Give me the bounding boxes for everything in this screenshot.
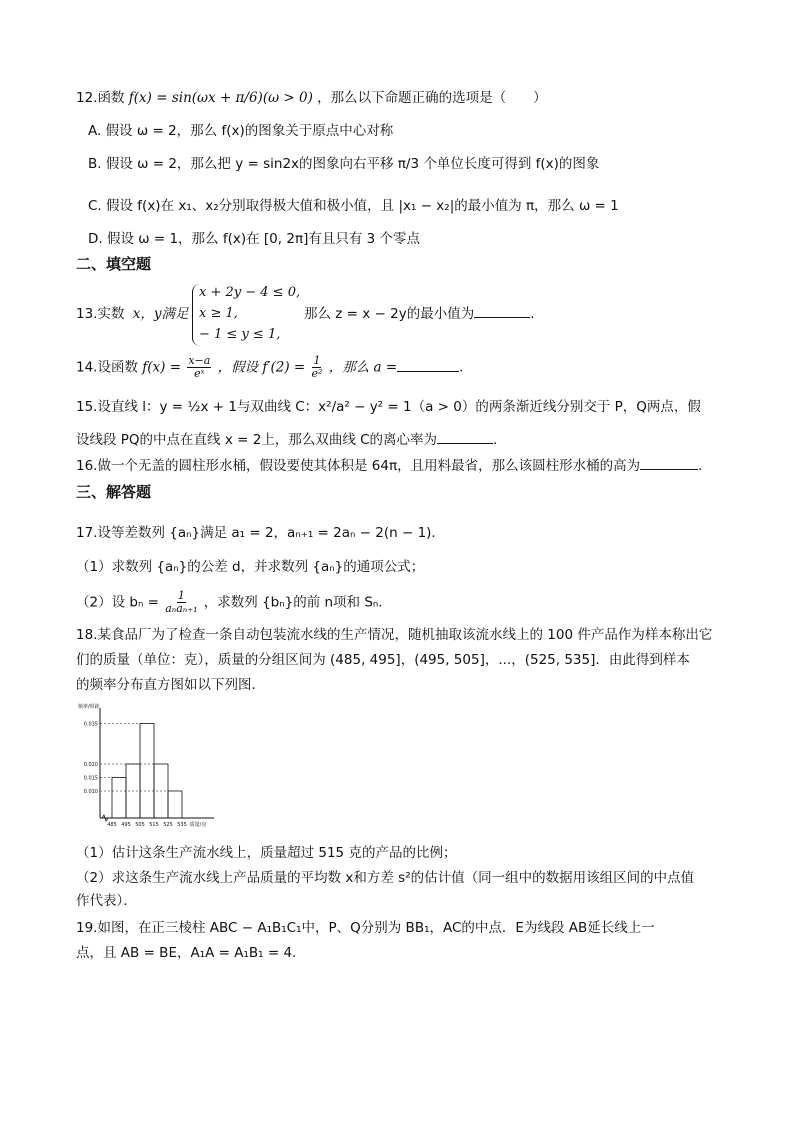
- q13-system: [199, 282, 300, 345]
- q16-line: [76, 456, 702, 476]
- q13-suffix: 那么 z = x − 2y的最小值为: [304, 306, 475, 322]
- q12-option-c: C. 假设 f(x)在 x₁、x₂分别取得极大值和极小值，且 |x₁ − x₂|的最小值为 π，那么 ω = 1: [88, 198, 619, 214]
- q17-fraction: [165, 590, 197, 615]
- y-axis-label: 频率/组距: [78, 704, 100, 710]
- histogram-bar-2: [140, 724, 154, 819]
- x-tick-label-5: 535: [177, 822, 187, 828]
- q18-part2-a: （2）求这条生产流水线上产品质量的平均数 x和方差 s²的估计值（同一组中的数据用该组区间的中点值: [76, 870, 695, 886]
- y-tick-label-3: 0.035: [83, 721, 98, 728]
- q15-end: .: [493, 432, 498, 448]
- q12-option-b: B. 假设 ω = 2，那么把 y = sin2x的图象向右平移 π/3 个单位长度可得到 f(x)的图象: [88, 156, 600, 172]
- x-tick-label-4: 525: [163, 822, 173, 828]
- q13-question: [304, 304, 535, 324]
- q16-text: 16.做一个无盖的圆柱形水桶，假设要使其体积是 64π，且用料最省，那么该圆柱形水桶的高为: [76, 458, 641, 474]
- q17-part1: （1）求数列 {aₙ}的公差 d，并求数列 {aₙ}的通项公式；: [76, 559, 425, 575]
- q17-part2: [76, 590, 383, 615]
- histogram-bar-0: [112, 778, 126, 819]
- q15-answer-blank[interactable]: [437, 431, 493, 444]
- q12-stem: [76, 88, 547, 108]
- q17-part2-a: （2）设 bₙ =: [76, 594, 159, 611]
- q18-part1: （1）估计这条生产流水线上，质量超过 515 克的产品的比例；: [76, 845, 457, 861]
- q14-func: f(x) =: [142, 359, 182, 376]
- q19-line2: 点，且 AB = BE，A₁A = A₁B₁ = 4．: [76, 945, 306, 961]
- q14-numerator: x−a: [188, 354, 211, 367]
- q14-denominator: eˣ: [194, 367, 205, 380]
- q13-prefix: 13.实数: [76, 306, 125, 322]
- y-tick-label-0: 0.010: [83, 789, 98, 795]
- q14-prefix: 14.设函数: [76, 359, 138, 376]
- q19-line1: 19.如图，在正三棱柱 ABC − A₁B₁C₁中，P、Q分别为 BB₁，AC的中点．E为线段 AB延长线上一: [76, 920, 655, 936]
- x-tick-label-2: 505: [135, 822, 145, 828]
- x-tick-label-1: 495: [121, 822, 131, 828]
- q13-end: .: [530, 306, 535, 322]
- q12-function: f(x) = sin(ωx + π/6)(ω > 0): [128, 90, 313, 106]
- q14-answer-blank[interactable]: [397, 359, 459, 372]
- q17-numerator: 1: [177, 589, 185, 602]
- y-tick-label-1: 0.015: [83, 775, 98, 782]
- q14-numerator-2: 1: [313, 354, 321, 367]
- q12-prefix: 12.函数: [76, 90, 125, 106]
- frequency-histogram: [74, 700, 224, 832]
- q14-fraction: [187, 355, 211, 380]
- q17-part2-b: ，求数列 {bₙ}的前 n项和 Sₙ.: [203, 594, 383, 611]
- q15-line1: 15.设直线 l：y = ½x + 1与双曲线 C：x²/a² − y² = 1（a > 0）的两条渐近线分别交于 P，Q两点，假: [76, 399, 701, 415]
- q14-mid: ，假设 f′(2) =: [217, 359, 306, 376]
- q18-line3: 的频率分布直方图如以下列图．: [76, 677, 265, 693]
- q14-end: .: [459, 359, 464, 376]
- q15-line2: [76, 430, 497, 450]
- q14-suffix: ，那么 a =: [328, 359, 398, 376]
- q17-stem: 17.设等差数列 {aₙ}满足 a₁ = 2，aₙ₊₁ = 2aₙ − 2(n − 1)．: [76, 525, 445, 541]
- q15-line2-text: 设线段 PQ的中点在直线 x = 2上，那么双曲线 C的离心率为: [76, 432, 438, 448]
- x-axis-label: 质量/克: [189, 822, 207, 828]
- q12-option-d: D. 假设 ω = 1，那么 f(x)在 [0, 2π]有且只有 3 个零点: [88, 231, 421, 247]
- x-tick-label-0: 485: [107, 822, 117, 828]
- q14-line: [76, 355, 463, 380]
- q14-denominator-2: e²: [311, 367, 323, 380]
- x-tick-label-3: 515: [149, 822, 159, 828]
- q14-fraction-2: [312, 355, 323, 380]
- q18-line1: 18.某食品厂为了检查一条自动包装流水线的生产情况，随机抽取该流水线上的 100 件产品作为样本称出它: [76, 627, 713, 643]
- section-answer-heading: 三、解答题: [76, 483, 152, 501]
- q18-line2: 们的质量（单位：克），质量的分组区间为 (485, 495]，(495, 505]，...，(525, 535]．由此得到样本: [76, 652, 690, 668]
- histogram-bar-4: [168, 791, 182, 818]
- q13-answer-blank[interactable]: [474, 305, 530, 318]
- q13-prefix-line: [76, 304, 189, 324]
- y-tick-label-2: 0.020: [83, 762, 98, 768]
- q12-option-a: A. 假设 ω = 2，那么 f(x)的图象关于原点中心对称: [88, 123, 394, 139]
- q12-suffix: ，那么以下命题正确的选项是（ ）: [317, 90, 547, 106]
- q16-end: .: [698, 458, 703, 474]
- q16-answer-blank[interactable]: [640, 457, 698, 470]
- q13-constraint-2: x ≥ 1,: [199, 306, 238, 321]
- section-fill-blank-heading: 二、填空题: [76, 255, 152, 273]
- q13-vars: x，y满足: [132, 306, 189, 322]
- q13-constraint-1: x + 2y − 4 ≤ 0,: [199, 285, 301, 300]
- q18-part2-b: 作代表）．: [76, 893, 137, 909]
- q17-denominator: aₙaₙ₊₁: [165, 602, 198, 615]
- q13-constraint-3: − 1 ≤ y ≤ 1,: [199, 327, 281, 342]
